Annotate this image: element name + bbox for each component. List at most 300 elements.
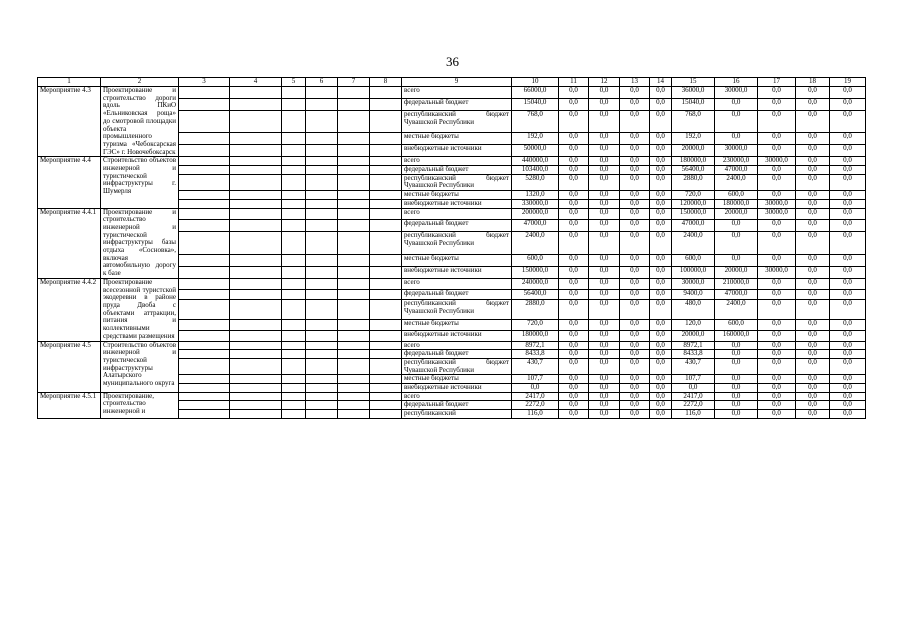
value-cell: 8972,1	[672, 341, 715, 350]
empty-cell	[179, 157, 230, 166]
value-cell: 120000,0	[672, 199, 715, 208]
value-cell: 0,0	[589, 384, 620, 393]
funding-source-cell: республиканский бюджет Чувашской Республики	[402, 232, 512, 255]
empty-cell	[370, 110, 402, 133]
value-cell: 0,0	[589, 87, 620, 99]
empty-cell	[282, 266, 306, 278]
empty-cell	[370, 232, 402, 255]
value-cell: 0,0	[650, 341, 672, 350]
value-cell: 0,0	[559, 266, 589, 278]
value-cell: 20000,0	[715, 266, 758, 278]
value-cell: 0,0	[758, 358, 796, 374]
column-number-row	[38, 78, 866, 87]
empty-cell	[282, 166, 306, 175]
activity-cell: Мероприятие 4.3	[38, 87, 101, 157]
empty-cell	[370, 166, 402, 175]
value-cell: 0,0	[830, 341, 866, 350]
value-cell: 0,0	[650, 191, 672, 200]
value-cell: 0,0	[715, 98, 758, 110]
value-cell: 0,0	[620, 208, 650, 220]
funding-source-cell: республиканский бюджет Чувашской Республики	[402, 174, 512, 190]
empty-cell	[230, 358, 282, 374]
table-row	[38, 157, 866, 166]
value-cell: 0,0	[559, 232, 589, 255]
empty-cell	[282, 191, 306, 200]
empty-cell	[282, 232, 306, 255]
empty-cell	[370, 375, 402, 384]
funding-source-cell: всего	[402, 208, 512, 220]
value-cell: 30000,0	[758, 266, 796, 278]
value-cell: 0,0	[796, 145, 830, 157]
empty-cell	[370, 174, 402, 190]
empty-cell	[230, 87, 282, 99]
value-cell: 36000,0	[672, 87, 715, 99]
value-cell: 0,0	[796, 410, 830, 419]
column-number: 18	[796, 78, 830, 87]
value-cell: 0,0	[620, 166, 650, 175]
value-cell: 0,0	[589, 133, 620, 145]
funding-source-cell: внебюджетные источники	[402, 330, 512, 341]
empty-cell	[230, 208, 282, 220]
value-cell: 0,0	[830, 98, 866, 110]
value-cell: 0,0	[559, 410, 589, 419]
value-cell: 0,0	[620, 266, 650, 278]
value-cell: 0,0	[830, 392, 866, 401]
empty-cell	[338, 266, 370, 278]
value-cell: 0,0	[650, 133, 672, 145]
empty-cell	[179, 133, 230, 145]
empty-cell	[230, 375, 282, 384]
value-cell: 107,7	[512, 375, 559, 384]
table-row	[38, 341, 866, 350]
value-cell: 2880,0	[512, 300, 559, 320]
value-cell: 0,0	[559, 330, 589, 341]
value-cell: 0,0	[796, 254, 830, 266]
value-cell: 8433,8	[672, 350, 715, 359]
value-cell: 0,0	[715, 358, 758, 374]
empty-cell	[338, 289, 370, 300]
column-number: 13	[620, 78, 650, 87]
value-cell: 0,0	[559, 320, 589, 331]
value-cell: 0,0	[715, 384, 758, 393]
value-cell: 0,0	[796, 300, 830, 320]
empty-cell	[338, 166, 370, 175]
value-cell: 0,0	[758, 191, 796, 200]
empty-cell	[306, 191, 338, 200]
value-cell: 0,0	[620, 157, 650, 166]
funding-source-cell: внебюджетные источники	[402, 266, 512, 278]
empty-cell	[306, 401, 338, 410]
funding-source-cell: всего	[402, 87, 512, 99]
value-cell: 0,0	[758, 289, 796, 300]
column-number: 4	[230, 78, 282, 87]
value-cell: 0,0	[589, 266, 620, 278]
value-cell: 768,0	[672, 110, 715, 133]
empty-cell	[338, 254, 370, 266]
value-cell: 0,0	[758, 401, 796, 410]
value-cell: 0,0	[620, 199, 650, 208]
empty-cell	[230, 350, 282, 359]
empty-cell	[179, 87, 230, 99]
empty-cell	[306, 166, 338, 175]
empty-cell	[230, 300, 282, 320]
column-number: 6	[306, 78, 338, 87]
value-cell: 720,0	[672, 191, 715, 200]
empty-cell	[338, 87, 370, 99]
empty-cell	[230, 98, 282, 110]
value-cell: 150000,0	[672, 208, 715, 220]
budget-table	[37, 77, 866, 419]
value-cell: 0,0	[620, 133, 650, 145]
empty-cell	[338, 401, 370, 410]
empty-cell	[370, 350, 402, 359]
funding-source-cell: республиканский бюджет Чувашской Республики	[402, 300, 512, 320]
empty-cell	[306, 278, 338, 289]
value-cell: 2400,0	[672, 232, 715, 255]
value-cell: 0,0	[830, 375, 866, 384]
value-cell: 600,0	[715, 320, 758, 331]
funding-source-cell: внебюджетные источники	[402, 199, 512, 208]
value-cell: 0,0	[620, 174, 650, 190]
empty-cell	[179, 145, 230, 157]
empty-cell	[282, 254, 306, 266]
value-cell: 30000,0	[715, 145, 758, 157]
funding-source-cell: федеральный бюджет	[402, 98, 512, 110]
empty-cell	[338, 133, 370, 145]
value-cell: 0,0	[758, 87, 796, 99]
empty-cell	[370, 191, 402, 200]
empty-cell	[282, 133, 306, 145]
value-cell: 0,0	[589, 199, 620, 208]
value-cell: 0,0	[830, 330, 866, 341]
column-number: 11	[559, 78, 589, 87]
value-cell: 0,0	[758, 220, 796, 232]
funding-source-cell: федеральный бюджет	[402, 350, 512, 359]
empty-cell	[370, 266, 402, 278]
table-row	[38, 87, 866, 99]
value-cell: 0,0	[758, 166, 796, 175]
value-cell: 0,0	[589, 110, 620, 133]
activity-cell: Мероприятие 4.4.2	[38, 278, 101, 341]
value-cell: 0,0	[830, 166, 866, 175]
empty-cell	[338, 208, 370, 220]
value-cell: 30000,0	[672, 278, 715, 289]
value-cell: 0,0	[758, 133, 796, 145]
empty-cell	[338, 174, 370, 190]
value-cell: 0,0	[796, 220, 830, 232]
value-cell: 0,0	[830, 254, 866, 266]
value-cell: 0,0	[650, 410, 672, 419]
value-cell: 0,0	[830, 289, 866, 300]
activity-title-cell: Проектирование, строительство инженерной и	[101, 392, 179, 418]
page-number: 36	[446, 54, 459, 69]
value-cell: 8972,1	[512, 341, 559, 350]
empty-cell	[306, 289, 338, 300]
value-cell: 120,0	[672, 320, 715, 331]
empty-cell	[179, 174, 230, 190]
table-row	[38, 392, 866, 401]
value-cell: 0,0	[830, 410, 866, 419]
value-cell: 0,0	[589, 320, 620, 331]
value-cell: 0,0	[830, 191, 866, 200]
value-cell: 0,0	[620, 254, 650, 266]
value-cell: 0,0	[589, 166, 620, 175]
empty-cell	[370, 199, 402, 208]
empty-cell	[179, 208, 230, 220]
value-cell: 0,0	[796, 330, 830, 341]
value-cell: 0,0	[796, 358, 830, 374]
value-cell: 0,0	[758, 341, 796, 350]
value-cell: 0,0	[758, 410, 796, 419]
value-cell: 0,0	[589, 289, 620, 300]
empty-cell	[306, 157, 338, 166]
value-cell: 0,0	[650, 384, 672, 393]
empty-cell	[230, 289, 282, 300]
value-cell: 0,0	[589, 358, 620, 374]
value-cell: 0,0	[796, 375, 830, 384]
empty-cell	[230, 392, 282, 401]
value-cell: 0,0	[589, 208, 620, 220]
activity-cell: Мероприятие 4.4.1	[38, 208, 101, 278]
empty-cell	[282, 320, 306, 331]
empty-cell	[306, 208, 338, 220]
empty-cell	[179, 254, 230, 266]
value-cell: 600,0	[512, 254, 559, 266]
funding-source-cell: местные бюджеты	[402, 254, 512, 266]
empty-cell	[370, 87, 402, 99]
empty-cell	[282, 330, 306, 341]
empty-cell	[179, 266, 230, 278]
column-number: 9	[402, 78, 512, 87]
value-cell: 0,0	[620, 232, 650, 255]
value-cell: 0,0	[559, 166, 589, 175]
value-cell: 0,0	[559, 358, 589, 374]
value-cell: 0,0	[620, 289, 650, 300]
value-cell: 0,0	[830, 133, 866, 145]
empty-cell	[179, 199, 230, 208]
value-cell: 0,0	[620, 191, 650, 200]
empty-cell	[282, 145, 306, 157]
value-cell: 240000,0	[512, 278, 559, 289]
value-cell: 430,7	[672, 358, 715, 374]
empty-cell	[306, 98, 338, 110]
empty-cell	[282, 358, 306, 374]
value-cell: 0,0	[650, 330, 672, 341]
value-cell: 330000,0	[512, 199, 559, 208]
value-cell: 0,0	[620, 320, 650, 331]
empty-cell	[282, 401, 306, 410]
empty-cell	[230, 278, 282, 289]
value-cell: 0,0	[620, 384, 650, 393]
value-cell: 0,0	[715, 232, 758, 255]
value-cell: 56400,0	[672, 166, 715, 175]
empty-cell	[338, 199, 370, 208]
empty-cell	[306, 300, 338, 320]
value-cell: 0,0	[796, 289, 830, 300]
empty-cell	[230, 110, 282, 133]
value-cell: 0,0	[758, 145, 796, 157]
funding-source-cell: федеральный бюджет	[402, 220, 512, 232]
empty-cell	[306, 199, 338, 208]
value-cell: 0,0	[620, 220, 650, 232]
value-cell: 0,0	[589, 220, 620, 232]
value-cell: 0,0	[650, 320, 672, 331]
value-cell: 0,0	[650, 278, 672, 289]
value-cell: 0,0	[796, 350, 830, 359]
value-cell: 0,0	[715, 110, 758, 133]
funding-source-cell: федеральный бюджет	[402, 166, 512, 175]
empty-cell	[338, 320, 370, 331]
value-cell: 0,0	[830, 208, 866, 220]
funding-source-cell: всего	[402, 341, 512, 350]
value-cell: 0,0	[559, 174, 589, 190]
value-cell: 0,0	[758, 300, 796, 320]
empty-cell	[282, 157, 306, 166]
empty-cell	[306, 358, 338, 374]
value-cell: 0,0	[830, 278, 866, 289]
value-cell: 0,0	[589, 254, 620, 266]
value-cell: 230000,0	[715, 157, 758, 166]
value-cell: 0,0	[620, 341, 650, 350]
empty-cell	[282, 410, 306, 419]
empty-cell	[179, 358, 230, 374]
value-cell: 0,0	[650, 300, 672, 320]
value-cell: 0,0	[620, 358, 650, 374]
empty-cell	[306, 341, 338, 350]
value-cell: 0,0	[512, 384, 559, 393]
value-cell: 0,0	[559, 341, 589, 350]
empty-cell	[230, 401, 282, 410]
empty-cell	[179, 401, 230, 410]
empty-cell	[282, 341, 306, 350]
value-cell: 0,0	[650, 350, 672, 359]
activity-cell: Мероприятие 4.5	[38, 341, 101, 392]
value-cell: 0,0	[559, 199, 589, 208]
empty-cell	[282, 289, 306, 300]
empty-cell	[338, 232, 370, 255]
value-cell: 15040,0	[512, 98, 559, 110]
empty-cell	[306, 87, 338, 99]
value-cell: 180000,0	[672, 157, 715, 166]
empty-cell	[370, 157, 402, 166]
empty-cell	[179, 289, 230, 300]
funding-source-cell: республиканский бюджет Чувашской Республики	[402, 358, 512, 374]
value-cell: 0,0	[620, 350, 650, 359]
funding-source-cell: республиканский	[402, 410, 512, 419]
value-cell: 192,0	[672, 133, 715, 145]
empty-cell	[179, 232, 230, 255]
value-cell: 0,0	[796, 278, 830, 289]
funding-source-cell: внебюджетные источники	[402, 384, 512, 393]
empty-cell	[370, 300, 402, 320]
value-cell: 0,0	[589, 174, 620, 190]
empty-cell	[370, 384, 402, 393]
empty-cell	[338, 191, 370, 200]
empty-cell	[179, 384, 230, 393]
empty-cell	[370, 289, 402, 300]
value-cell: 100000,0	[672, 266, 715, 278]
value-cell: 0,0	[796, 232, 830, 255]
value-cell: 0,0	[758, 174, 796, 190]
value-cell: 47000,0	[715, 166, 758, 175]
funding-source-cell: местные бюджеты	[402, 320, 512, 331]
value-cell: 0,0	[796, 384, 830, 393]
empty-cell	[179, 330, 230, 341]
empty-cell	[370, 358, 402, 374]
funding-source-cell: всего	[402, 278, 512, 289]
funding-source-cell: внебюджетные источники	[402, 145, 512, 157]
value-cell: 30000,0	[758, 208, 796, 220]
value-cell: 0,0	[758, 350, 796, 359]
value-cell: 0,0	[620, 410, 650, 419]
empty-cell	[179, 392, 230, 401]
value-cell: 0,0	[650, 199, 672, 208]
value-cell: 0,0	[559, 98, 589, 110]
empty-cell	[179, 350, 230, 359]
value-cell: 0,0	[796, 133, 830, 145]
value-cell: 0,0	[650, 392, 672, 401]
value-cell: 0,0	[650, 266, 672, 278]
empty-cell	[338, 278, 370, 289]
column-number: 14	[650, 78, 672, 87]
value-cell: 47000,0	[672, 220, 715, 232]
value-cell: 0,0	[715, 401, 758, 410]
empty-cell	[282, 208, 306, 220]
empty-cell	[306, 266, 338, 278]
value-cell: 0,0	[559, 401, 589, 410]
value-cell: 2400,0	[715, 300, 758, 320]
empty-cell	[179, 341, 230, 350]
empty-cell	[179, 220, 230, 232]
empty-cell	[370, 208, 402, 220]
value-cell: 0,0	[715, 341, 758, 350]
value-cell: 0,0	[796, 174, 830, 190]
funding-source-cell: федеральный бюджет	[402, 289, 512, 300]
empty-cell	[338, 220, 370, 232]
value-cell: 0,0	[559, 145, 589, 157]
value-cell: 0,0	[650, 98, 672, 110]
empty-cell	[230, 199, 282, 208]
value-cell: 0,0	[620, 145, 650, 157]
column-number: 1	[38, 78, 101, 87]
value-cell: 0,0	[589, 341, 620, 350]
value-cell: 0,0	[830, 266, 866, 278]
value-cell: 0,0	[715, 254, 758, 266]
value-cell: 0,0	[796, 191, 830, 200]
empty-cell	[179, 320, 230, 331]
value-cell: 0,0	[650, 174, 672, 190]
value-cell: 0,0	[620, 87, 650, 99]
value-cell: 160000,0	[715, 330, 758, 341]
value-cell: 0,0	[589, 410, 620, 419]
value-cell: 0,0	[830, 350, 866, 359]
funding-source-cell: всего	[402, 392, 512, 401]
empty-cell	[179, 110, 230, 133]
activity-title-cell: Проектирование и строительство дороги вдоль ПКиО «Ельниковская роща» до смотровой площадки объекта промышленного туризма «Чебоксарская ГЭС» г. Новочебоксарск	[101, 87, 179, 157]
value-cell: 0,0	[830, 232, 866, 255]
value-cell: 0,0	[796, 110, 830, 133]
value-cell: 768,0	[512, 110, 559, 133]
value-cell: 0,0	[589, 350, 620, 359]
funding-source-cell: федеральный бюджет	[402, 401, 512, 410]
empty-cell	[230, 157, 282, 166]
empty-cell	[282, 350, 306, 359]
value-cell: 47000,0	[512, 220, 559, 232]
value-cell: 0,0	[650, 232, 672, 255]
empty-cell	[338, 350, 370, 359]
empty-cell	[370, 320, 402, 331]
value-cell: 0,0	[650, 157, 672, 166]
